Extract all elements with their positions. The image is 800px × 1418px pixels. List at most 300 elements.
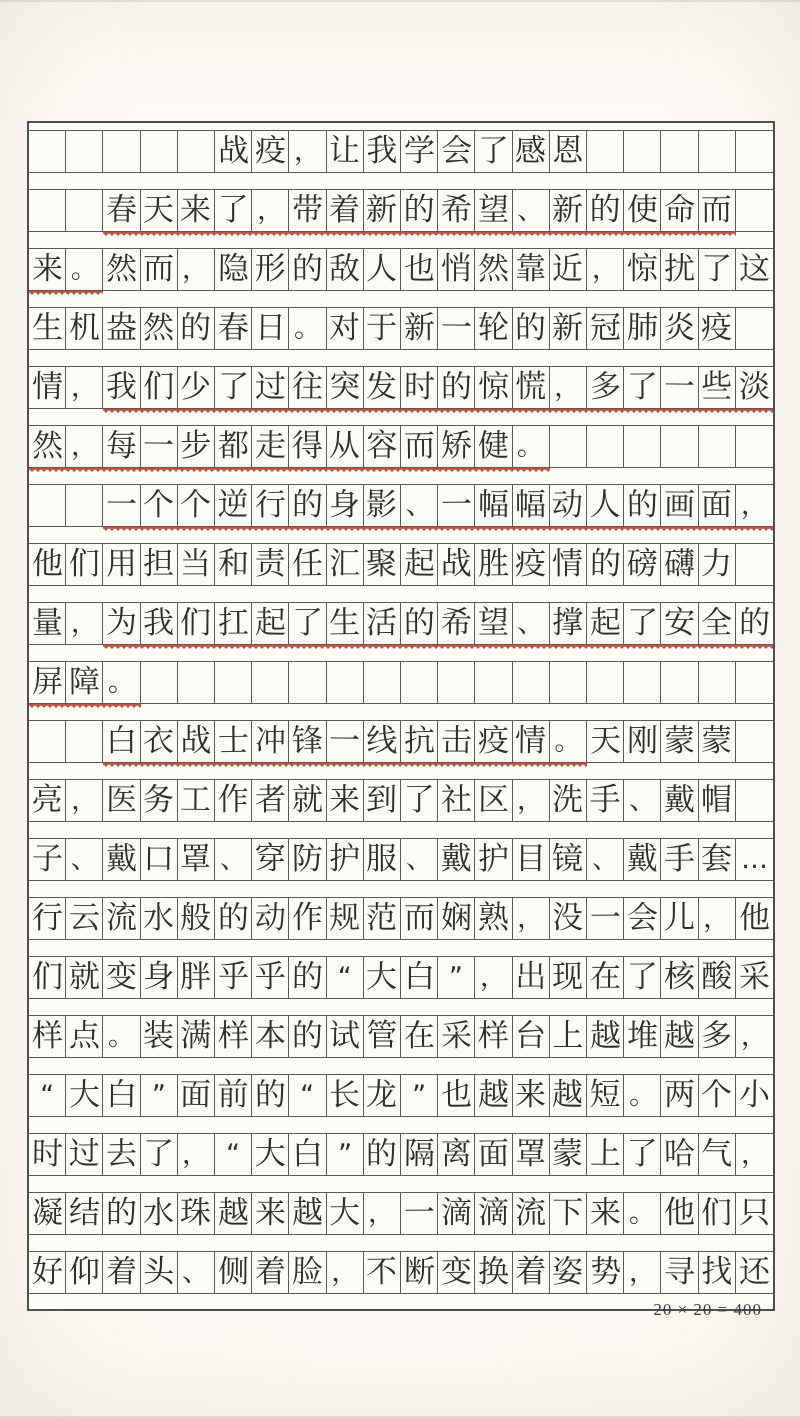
handwritten-character: 的 (403, 604, 435, 642)
handwritten-character: 过 (254, 368, 286, 406)
handwritten-character: 的 (291, 958, 324, 996)
cell-row (29, 544, 773, 586)
handwritten-character: 酸 (701, 959, 733, 995)
grid-cell (178, 308, 215, 349)
handwritten-character: 面 (701, 486, 733, 524)
grid-cell (103, 839, 140, 880)
handwritten-character: 的 (626, 486, 658, 524)
handwritten-character: 靠 (515, 250, 547, 288)
handwritten-character: 的 (403, 192, 435, 228)
grid-cell (699, 249, 736, 290)
essay-text-row (29, 1016, 773, 1075)
handwritten-character: 一 (663, 368, 696, 406)
handwritten-character: 、 (405, 490, 433, 521)
grid-cell (289, 131, 326, 172)
grid-cell (736, 249, 773, 290)
handwritten-character: 敌 (329, 250, 361, 288)
grid-cell (66, 426, 103, 467)
grid-cell (66, 249, 103, 290)
handwritten-character: 隐 (217, 250, 249, 288)
grid-cell (587, 1016, 624, 1057)
grid-cell (327, 308, 364, 349)
grid-cell (29, 1016, 66, 1057)
grid-cell (178, 1075, 215, 1116)
handwritten-character: 试 (328, 1017, 361, 1055)
grid-cell (215, 1134, 252, 1175)
grid-cell (438, 249, 475, 290)
grid-cell (699, 190, 736, 231)
handwritten-character: 就 (68, 958, 100, 996)
grid-cell (289, 780, 326, 821)
handwritten-character: 没 (552, 899, 584, 937)
grid-cell (550, 662, 587, 703)
handwritten-character: 护 (329, 840, 361, 878)
handwritten-character: 手 (589, 782, 621, 818)
handwritten-character: 大 (68, 1076, 100, 1114)
grid-cell (66, 662, 103, 703)
grid-cell (513, 957, 550, 998)
handwritten-character: 幅 (477, 486, 510, 524)
handwritten-character: 满 (180, 1018, 212, 1054)
grid-cell (103, 308, 140, 349)
grid-cell (215, 662, 252, 703)
grid-cell (103, 426, 140, 467)
essay-text-row (29, 308, 773, 367)
handwritten-character: 来 (589, 1194, 621, 1232)
grid-cell (66, 1075, 103, 1116)
grid-cell (624, 367, 661, 408)
handwritten-character: 医 (105, 781, 138, 819)
grid-cell (550, 485, 587, 526)
grid-cell (66, 898, 103, 939)
handwritten-character: 白 (105, 1076, 138, 1114)
handwritten-character: 的 (291, 250, 324, 288)
grid-cell (327, 485, 364, 526)
handwritten-character: 画 (663, 486, 696, 524)
handwritten-character: 大 (366, 958, 398, 996)
grid-cell (327, 131, 364, 172)
grid-cell (587, 721, 624, 762)
handwritten-character: 工 (180, 781, 212, 819)
grid-cell (289, 839, 326, 880)
grid-cell (364, 485, 401, 526)
handwritten-character: 撑 (552, 604, 584, 642)
grid-cell (29, 249, 66, 290)
grid-cell (587, 544, 624, 585)
grid-cell (475, 367, 512, 408)
handwritten-character: 士 (217, 722, 249, 760)
handwritten-character: 白 (105, 722, 138, 760)
grid-cell (513, 1134, 550, 1175)
grid-cell (141, 1193, 178, 1234)
grid-cell (252, 308, 289, 349)
grid-cell (141, 367, 178, 408)
grid-cell (289, 485, 326, 526)
essay-text-row (29, 426, 773, 485)
grid-cell (327, 603, 364, 644)
handwritten-character: 多 (589, 368, 621, 406)
grid-cell (513, 485, 550, 526)
handwritten-character: 换 (477, 1253, 510, 1291)
handwritten-character: 短 (589, 1077, 621, 1113)
handwritten-character: 套 (701, 840, 733, 878)
handwritten-character: 动 (552, 486, 584, 524)
grid-cell (401, 603, 438, 644)
handwritten-character: 形 (254, 251, 286, 287)
grid-cell (438, 1252, 475, 1293)
handwritten-character: 、 (517, 194, 545, 227)
grid-cell (103, 1075, 140, 1116)
grid-cell (736, 662, 773, 703)
handwritten-character: 头 (143, 1254, 175, 1290)
red-wavy-underline (103, 409, 773, 414)
handwritten-character: 来 (329, 781, 361, 819)
handwritten-character: 、 (219, 843, 247, 876)
grid-cell (624, 308, 661, 349)
grid-cell (587, 485, 624, 526)
grid-cell (66, 485, 103, 526)
grid-cell (475, 249, 512, 290)
handwritten-character: 而 (403, 899, 435, 937)
handwritten-character: 点 (68, 1017, 100, 1055)
handwritten-character: 往 (291, 368, 324, 406)
grid-cell (29, 780, 66, 821)
grid-cell (215, 839, 252, 880)
grid-cell (141, 721, 178, 762)
grid-cell (66, 1193, 103, 1234)
essay-title-row (29, 131, 773, 190)
grid-cell (513, 662, 550, 703)
handwritten-character: ， (479, 961, 508, 994)
grid-cell (438, 1193, 475, 1234)
handwritten-character: 近 (552, 250, 584, 288)
handwritten-character: 不 (366, 1253, 398, 1291)
handwritten-character: 轮 (477, 310, 509, 346)
handwritten-character: 健 (477, 427, 510, 465)
grid-cell (215, 721, 252, 762)
handwritten-character: 些 (701, 369, 733, 405)
grid-cell (66, 603, 103, 644)
cell-row (29, 957, 773, 999)
grid-cell (736, 1193, 773, 1234)
handwritten-character: 姿 (552, 1253, 584, 1291)
grid-cell (289, 957, 326, 998)
handwritten-character: 人 (589, 487, 621, 523)
grid-cell (587, 1075, 624, 1116)
grid-cell (401, 485, 438, 526)
handwritten-character: 生 (328, 604, 361, 642)
cell-row (29, 1252, 773, 1294)
handwritten-character: 力 (701, 545, 733, 583)
essay-text-row (29, 839, 773, 898)
grid-cell (736, 1016, 773, 1057)
grid-cell (624, 721, 661, 762)
grid-cell (699, 721, 736, 762)
handwritten-character: 他 (31, 545, 63, 583)
grid-cell (178, 1134, 215, 1175)
grid-cell (736, 485, 773, 526)
handwritten-character: 命 (663, 191, 696, 229)
grid-cell (550, 249, 587, 290)
handwritten-character: 他 (663, 1195, 695, 1231)
grid-cell (364, 1016, 401, 1057)
grid-cell (661, 1252, 698, 1293)
handwritten-character: 我 (142, 604, 175, 642)
grid-cell (364, 662, 401, 703)
handwritten-character: 戴 (440, 841, 472, 877)
handwritten-character: 、 (70, 844, 98, 875)
handwritten-character: 行 (254, 486, 286, 524)
handwritten-character: ， (256, 194, 284, 227)
grid-cell (215, 426, 252, 467)
handwritten-character: 突 (329, 369, 361, 405)
grid-cell (513, 898, 550, 939)
handwritten-character: ， (70, 784, 98, 817)
grid-cell (587, 190, 624, 231)
grid-cell (66, 308, 103, 349)
grid-cell (178, 131, 215, 172)
handwritten-character: 着 (329, 191, 361, 229)
handwritten-character: 防 (291, 840, 324, 878)
grid-cell (661, 308, 698, 349)
row-spacing-band (29, 173, 773, 190)
grid-cell (438, 898, 475, 939)
grid-cell (289, 367, 326, 408)
handwritten-character: 希 (440, 604, 473, 642)
grid-cell (103, 780, 140, 821)
grid-cell (736, 721, 773, 762)
row-spacing-band (29, 586, 773, 603)
handwritten-character: 般 (180, 899, 212, 937)
grid-cell (401, 190, 438, 231)
grid-cell (550, 426, 587, 467)
title-character: 疫 (254, 132, 286, 170)
handwritten-character: 来 (180, 191, 212, 229)
cell-row (29, 131, 773, 173)
grid-cell (103, 485, 140, 526)
grid-cell (103, 1134, 140, 1175)
handwritten-character: 乎 (217, 958, 249, 996)
grid-cell (401, 957, 438, 998)
red-wavy-underline (103, 645, 773, 650)
grid-cell (327, 1075, 364, 1116)
grid-cell (141, 131, 178, 172)
handwritten-character: 口 (143, 840, 175, 878)
handwritten-character: 也 (440, 1076, 472, 1114)
handwritten-character: 的 (589, 192, 621, 228)
grid-cell (66, 544, 103, 585)
handwritten-character: 面 (477, 1135, 510, 1173)
grid-cell (141, 1252, 178, 1293)
handwritten-character: 为 (105, 605, 137, 641)
grid-cell (699, 780, 736, 821)
handwritten-character: 过 (68, 1136, 100, 1172)
grid-cell (438, 367, 475, 408)
handwritten-character: 水 (142, 1194, 175, 1232)
grid-cell (29, 1075, 66, 1116)
grid-cell (103, 603, 140, 644)
grid-cell (475, 544, 512, 585)
grid-cell (327, 662, 364, 703)
grid-cell (29, 131, 66, 172)
row-spacing-band (29, 940, 773, 957)
grid-cell (438, 780, 475, 821)
handwritten-character: 两 (663, 1076, 696, 1114)
handwritten-character: 生 (31, 309, 63, 347)
grid-cell (103, 1016, 140, 1057)
handwritten-character: 对 (328, 309, 361, 347)
grid-cell (513, 1075, 550, 1116)
handwritten-character: 新 (403, 309, 435, 347)
grid-cell (736, 308, 773, 349)
grid-cell (550, 898, 587, 939)
handwritten-character: “ (40, 1080, 55, 1111)
grid-cell (103, 544, 140, 585)
grid-cell (736, 780, 773, 821)
essay-text-row (29, 190, 773, 249)
handwritten-character: ， (368, 1197, 396, 1230)
grid-cell (252, 1016, 289, 1057)
grid-cell (661, 721, 698, 762)
handwritten-character: 下 (552, 1194, 584, 1232)
row-spacing-band (29, 999, 773, 1016)
handwritten-character: 全 (700, 604, 733, 642)
grid-cell (401, 544, 438, 585)
handwritten-character: 的 (254, 1076, 286, 1114)
grid-cell (587, 1134, 624, 1175)
handwritten-character: 起 (403, 545, 435, 583)
grid-cell (215, 1193, 252, 1234)
handwritten-character: 然 (31, 427, 63, 465)
grid-cell (29, 190, 66, 231)
grid-cell (289, 544, 326, 585)
grid-cell (475, 131, 512, 172)
handwritten-character: 侧 (217, 1253, 249, 1291)
grid-cell (661, 839, 698, 880)
red-wavy-underline (103, 527, 773, 532)
grid-cell (550, 957, 587, 998)
handwritten-character: ， (331, 1257, 359, 1288)
handwritten-character: 情 (514, 722, 547, 760)
handwritten-character: 也 (403, 250, 435, 288)
grid-cell (587, 839, 624, 880)
handwritten-character: 样 (477, 1017, 510, 1055)
handwritten-character: 而 (701, 191, 733, 229)
handwritten-character: 的 (514, 309, 547, 347)
essay-text-row (29, 957, 773, 1016)
grid-cell (438, 426, 475, 467)
grid-cell (364, 249, 401, 290)
handwritten-character: 们 (700, 1194, 733, 1232)
row-spacing-band (29, 291, 773, 308)
grid-cell (475, 485, 512, 526)
grid-cell (475, 190, 512, 231)
grid-cell (141, 190, 178, 231)
handwritten-character: 越 (291, 1195, 323, 1231)
grid-cell (252, 1075, 289, 1116)
grid-cell (624, 1252, 661, 1293)
handwritten-character: 少 (180, 368, 212, 406)
grid-cell (475, 839, 512, 880)
grid-cell (327, 839, 364, 880)
handwritten-character: 好 (31, 1253, 63, 1291)
handwritten-character: “ (337, 962, 352, 993)
handwritten-character: 、 (516, 607, 545, 640)
grid-cell (736, 839, 773, 880)
handwritten-character: 礴 (663, 545, 696, 583)
grid-cell (29, 1193, 66, 1234)
grid-cell (736, 426, 773, 467)
handwritten-character: … (740, 843, 768, 876)
handwritten-character: 时 (31, 1135, 63, 1173)
grid-cell (252, 249, 289, 290)
grid-cell (401, 1075, 438, 1116)
essay-text-row (29, 544, 773, 603)
grid-cell (327, 898, 364, 939)
handwritten-character: ， (740, 1021, 768, 1052)
handwritten-character: 熟 (477, 900, 509, 936)
handwritten-character: 当 (180, 545, 212, 583)
handwritten-character: 来 (31, 250, 63, 288)
grid-cell (252, 957, 289, 998)
handwritten-character: 的 (366, 1135, 398, 1173)
handwritten-character: 着 (254, 1253, 286, 1291)
grid-cell (624, 544, 661, 585)
grid-cell (178, 898, 215, 939)
handwritten-character: 仰 (68, 1253, 100, 1291)
handwritten-character: 起 (589, 604, 621, 642)
handwritten-character: ， (554, 371, 582, 404)
handwritten-character: 。 (107, 666, 136, 699)
handwritten-character: 采 (440, 1017, 472, 1055)
handwritten-character: 的 (291, 1017, 324, 1055)
composition-grid (27, 121, 775, 1311)
grid-cell (327, 1252, 364, 1293)
row-spacing-band (29, 350, 773, 367)
handwritten-character: 的 (589, 545, 621, 583)
handwritten-character: 使 (626, 191, 658, 229)
grid-cell (289, 1016, 326, 1057)
grid-cell (699, 603, 736, 644)
cell-row (29, 1134, 773, 1176)
grid-cell (141, 544, 178, 585)
grid-cell (699, 1016, 736, 1057)
handwritten-character: 刚 (626, 722, 658, 760)
grid-cell (401, 1134, 438, 1175)
handwritten-character: 作 (291, 900, 323, 936)
handwritten-character: 越 (589, 1017, 621, 1055)
handwritten-character: 炎 (663, 310, 695, 346)
handwritten-character: 步 (180, 428, 212, 464)
grid-cell (661, 1193, 698, 1234)
handwritten-character: 水 (142, 899, 175, 937)
handwritten-character: 慌 (515, 369, 547, 405)
handwritten-character: 春 (217, 309, 249, 347)
handwritten-character: 们 (143, 369, 175, 405)
grid-cell (661, 190, 698, 231)
grid-cell (661, 780, 698, 821)
grid-cell (289, 603, 326, 644)
handwritten-character: ， (516, 902, 545, 935)
handwritten-character: 作 (217, 782, 249, 818)
grid-cell (289, 898, 326, 939)
handwritten-character: 汇 (329, 545, 361, 583)
grid-cell (215, 544, 252, 585)
grid-cell (550, 131, 587, 172)
grid-cell (327, 957, 364, 998)
handwritten-character: 了 (626, 368, 658, 406)
grid-cell (699, 544, 736, 585)
